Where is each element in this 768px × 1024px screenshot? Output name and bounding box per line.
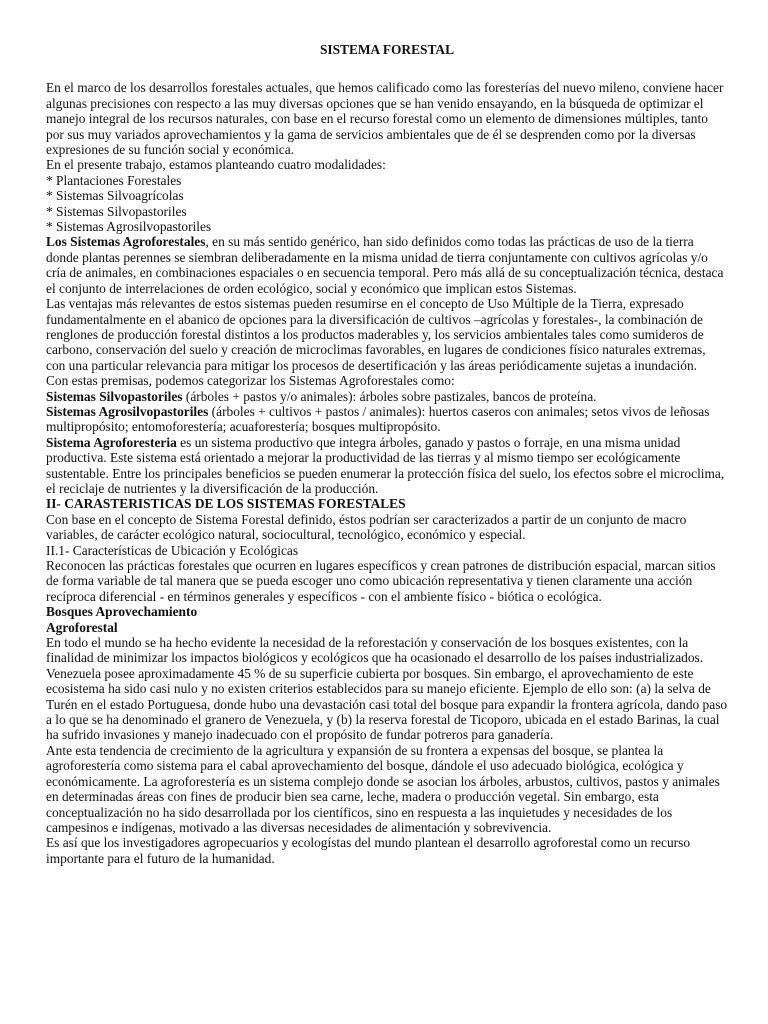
agroforesteria-paragraph: Sistema Agroforesteria es un sistema productivo que integra árboles, ganado y pastos o forraje, en una misma unidad productiva. Este sistema está orientado a mejorar la productividad de las tierras y al mismo tiempo ser ecológicamente sustentable. Entre los principales beneficios se pueden enumerar la protección física del suelo, los efectos sobre el microclima, el reciclaje de nutrientes y la diversificación de la producción. <box>46 434 725 496</box>
list-item: * Sistemas Agrosilvopastoriles <box>46 219 212 235</box>
reforestation-paragraph: En todo el mundo se ha hecho evidente la necesidad de la reforestación y conservación de los bosques existentes, con la finalidad de minimizar los impactos biológicos y ecológicos que ha ocasionado el desarrollo de los países industrializados. Venezuela posee aproximadamente 45 % de su superficie cubierta por bosques. Sin embargo, el aprovechamiento de este ecosistema ha sido casi nulo y no existen criterios establecidos para su manejo eficiente. Ejemplo de ello son: (a) la selva de Turén en el estado Portuguesa, donde hubo una devastación casi total del bosque para expandir la frontera agrícola, dando paso a lo que se ha denominado el granero de Venezuela, y (b) la reserva forestal de Ticoporo, ubicada en el estado Barinas, la cual ha sufrido invasiones y manejo inadecuado con el propósito de fundar potreros para ganadería. <box>46 635 728 743</box>
agriculture-paragraph: Ante esta tendencia de crecimiento de la agricultura y expansión de su frontera a expensas del bosque, se plantea la agroforestería como sistema para el cabal aprovechamiento del bosque, dándole el uso adecuado biológica, ecológica y económicamente. La agroforestería es un sistema complejo donde se asocian los árboles, arbustos, cultivos, pastos y animales en determinadas áreas con fines de producir bien sea carne, leche, madera o producción vegetal. Sin embargo, esta conceptualización no ha sido desarrollada por los científicos, sino en respuesta a las inquietudes y necesidades de los campesinos e indígenas, motivado a las diversas necesidades de alimentación y sobrevivencia. <box>46 742 720 835</box>
section-heading: II- CARASTERISTICAS DE LOS SISTEMAS FORESTALES <box>46 496 406 512</box>
modalities-list <box>46 173 728 235</box>
agrosilvopastoral-paragraph: Sistemas Agrosilvopastoriles (árboles + cultivos + pastos / animales): huertos caseros con animales; setos vivos de leñosas multipropósito; entomoforestería; acuaforestería; bosques multipropósito. <box>46 403 710 435</box>
location-paragraph: Reconocen las prácticas forestales que ocurren en lugares específicos y crean patrones de distribución espacial, marcan sitios de forma variable de tal manera que se pueda escoger uno como ubicación representativa y tienen claramente una acción recíproca diferencial - en términos generales y específicos - con el ambiente físico - biótica o ecológica. <box>46 558 716 604</box>
page-title: SISTEMA FORESTAL <box>319 42 455 57</box>
silvopastoral-paragraph: Sistemas Silvopastoriles (árboles + pastos y/o animales): árboles sobre pastizales, bancos de proteína. <box>46 388 597 404</box>
subheading-agroforestal: Agroforestal <box>46 619 118 635</box>
term-agroforestales: Los Sistemas Agroforestales <box>46 234 206 250</box>
advantages-paragraph: Las ventajas más relevantes de estos sistemas pueden resumirse en el concepto de Uso Múltiple de la Tierra, expresado fundamentalmente en el abanico de opciones para la diversificación de cultivos –agrícolas y forestales-, la combinación de renglones de producción forestal distintos a los productos maderables y, los servicios ambientales tales como sumideros de carbono, conservación del suelo y creación de microclimas favorables, en lugares de condiciones físico naturales extremas, con una particular relevancia para mitigar los procesos de desertificación y las áreas periódicamente sujetas a inundación. <box>46 296 706 373</box>
subheading-bosques: Bosques Aprovechamiento <box>46 604 198 620</box>
agroforestry-definition: Los Sistemas Agroforestales, en su más sentido genérico, han sido definidos como todas las prácticas de uso de la tierra donde plantas perennes se siembran deliberadamente en la misma unidad de tierra conjuntamente con cultivos agrícolas y/o cría de animales, en combinaciones espaciales o en secuencia temporal. Pero más allá de su conceptualización técnica, destaca el conjunto de interrelaciones de orden ecológico, social y económico que implican estos Sistemas. <box>46 234 724 296</box>
term-agrosilvopastoriles: Sistemas Agrosilvopastoriles <box>46 403 209 419</box>
term-silvopastoriles: Sistemas Silvopastoriles <box>46 388 183 404</box>
list-item: * Plantaciones Forestales <box>46 172 182 188</box>
closing-paragraph: Es así que los investigadores agropecuarios y ecologístas del mundo plantean el desarrollo agroforestal como un recurso importante para el futuro de la humanidad. <box>46 835 691 866</box>
subsection-heading: II.1- Características de Ubicación y Ecológicas <box>46 542 299 558</box>
list-item: * Sistemas Silvoagrícolas <box>46 188 184 204</box>
characteristics-paragraph: Con base en el concepto de Sistema Forestal definido, éstos podrían ser caracterizados a partir de un conjunto de macro variables, de carácter ecológico natural, sociocultural, tecnológico, económico y especial. <box>46 511 687 543</box>
intro-paragraph: En el marco de los desarrollos forestales actuales, que hemos calificado como las foresterías del nuevo mileno, conviene hacer algunas precisiones con respecto a las muy diversas opciones que se han venido ensayando, en la búsqueda de optimizar el manejo integral de los recursos naturales, con base en el recurso forestal como un elemento de dimensiones múltiples, tanto por sus muy variados aprovechamientos y la gama de servicios ambientales que de él se desprenden como por la diversas expresiones de su función social y económica. <box>46 80 724 158</box>
list-item: * Sistemas Silvopastoriles <box>46 203 187 219</box>
term-agroforesteria: Sistema Agroforesteria <box>46 434 177 450</box>
categories-intro: Con estas premisas, podemos categorizar los Sistemas Agroforestales como: <box>46 373 455 389</box>
modalities-intro: En el presente trabajo, estamos planteando cuatro modalidades: <box>46 157 386 173</box>
